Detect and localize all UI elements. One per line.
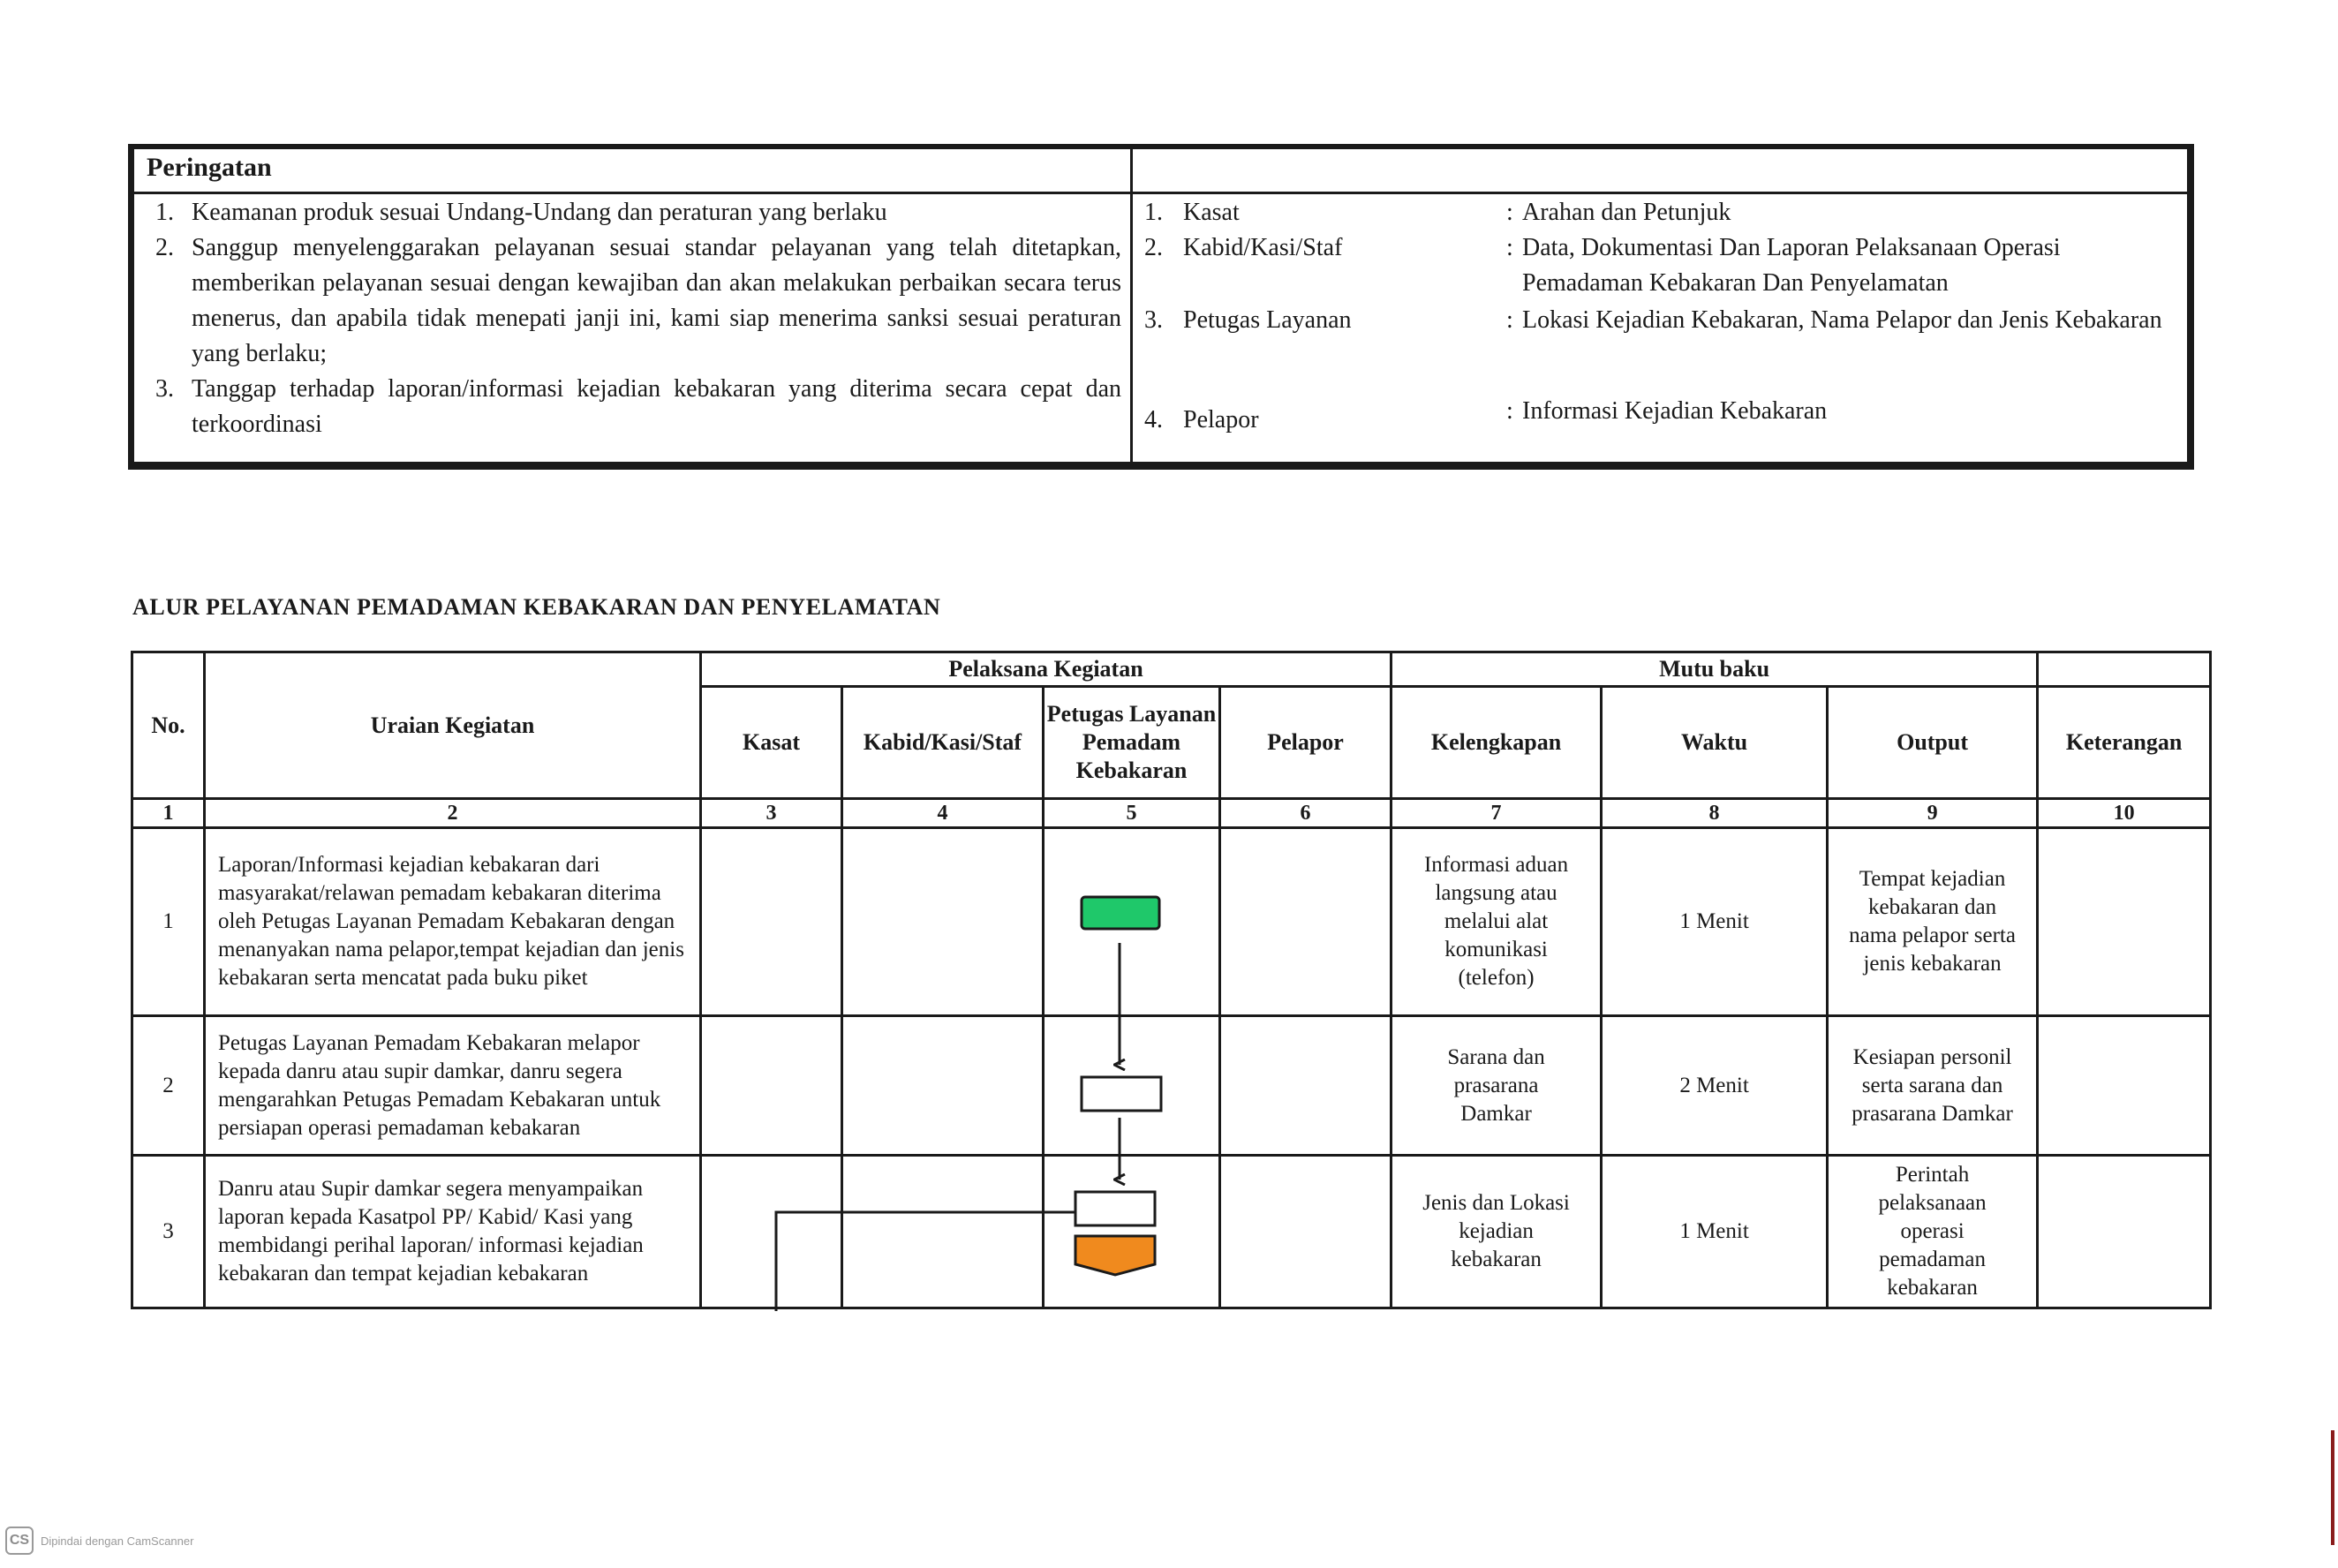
header-kabid: Kabid/Kasi/Staf: [842, 687, 1044, 799]
row-uraian: Danru atau Supir damkar segera menyampaikan laporan kepada Kasatpol PP/ Kabid/ Kasi yang membidangi perihal laporan/ informasi kejadian kebakaran dan tempat kejadian kebakaran: [205, 1156, 701, 1308]
header-output: Output: [1828, 687, 2038, 799]
row-no: 3: [132, 1156, 205, 1308]
row-no: 1: [132, 828, 205, 1016]
row-uraian: Laporan/Informasi kejadian kebakaran dari masyarakat/relawan pemadam kebakaran diterima oleh Petugas Layanan Pemadam Kebakaran dengan menanyakan nama pelapor,tempat kejadian dan jenis kebakaran serta mencatat pada buku piket: [205, 828, 701, 1016]
col-number: 2: [205, 799, 701, 828]
section-title: ALUR PELAYANAN PEMADAMAN KEBAKARAN DAN PENYELAMATAN: [132, 594, 941, 620]
warning-list: [143, 195, 1121, 442]
col-number: 4: [842, 799, 1044, 828]
row-kelengkapan: Informasi aduan langsung atau melalui alat komunikasi (telefon): [1391, 828, 1602, 1016]
row-no: 2: [132, 1016, 205, 1156]
row-output: Kesiapan personil serta sarana dan prasarana Damkar: [1828, 1016, 2038, 1156]
row-uraian: Petugas Layanan Pemadam Kebakaran melapor kepada danru atau supir damkar, danru segera mengarahkan Petugas Pemadam Kebakaran untuk persiapan operasi pemadaman kebakaran: [205, 1016, 701, 1156]
warning-box: Peringatan 1. Keamanan produk sesuai Undang-Undang dan peraturan yang berlaku 2. Sanggup menyelenggarakan pelayanan sesuai standar pelayanan yang telah ditetapkan, memberikan pelayanan sesuai dengan kewajiban dan akan melakukan perbaikan secara terus menerus, dan apabila tidak menepati janji ini, kami siap menerima sanksi sesuai peraturan yang berlaku; 3. Tanggap terhadap laporan/informasi kejadian kebakaran yang diterima secara cepat dan terkoordinasi 1. Kasat : Arahan dan Petunjuk 2. Kabid/Kasi/Staf : Data, Dokumentasi Dan Laporan Pelaksanaan Operasi Pemadaman Kebakaran Dan Penyelamatan 3. Petugas Layanan : Lokasi Kejadian Kebakaran, Nama Pelapor dan Jenis Kebakaran 4. Pelapor : Informasi Kejadian Kebakaran: [128, 144, 2194, 470]
cell-pelapor: [1220, 1156, 1391, 1308]
camscanner-logo-icon: CS: [5, 1527, 34, 1555]
warning-item: 1. Keamanan produk sesuai Undang-Undang dan peraturan yang berlaku: [155, 199, 887, 226]
row-waktu: 1 Menit: [1602, 828, 1828, 1016]
header-waktu: Waktu: [1602, 687, 1828, 799]
col-number: 6: [1220, 799, 1391, 828]
col-number: 7: [1391, 799, 1602, 828]
warning-header-divider: [134, 192, 2187, 194]
warning-column-divider: [1130, 149, 1133, 462]
header-pelaksana: Pelaksana Kegiatan: [701, 652, 1391, 687]
cell-kasat: [701, 1016, 842, 1156]
row-keterangan: [2038, 1156, 2211, 1308]
cell-pelapor: [1220, 828, 1391, 1016]
col-number: 1: [132, 799, 205, 828]
table-row: [132, 1016, 2211, 1156]
cell-pelapor: [1220, 1016, 1391, 1156]
column-number-row: [132, 799, 2211, 828]
cell-kasat: [701, 1156, 842, 1308]
cell-petugas: [1044, 1156, 1220, 1308]
header-keterangan: Keterangan: [2038, 687, 2211, 799]
col-number: 8: [1602, 799, 1828, 828]
warning-title: Peringatan: [147, 153, 272, 182]
row-waktu: 1 Menit: [1602, 1156, 1828, 1308]
header-blank: [2038, 652, 2211, 687]
header-petugas: Petugas Layanan Pemadam Kebakaran: [1044, 687, 1220, 799]
cell-kabid: [842, 828, 1044, 1016]
col-number: 3: [701, 799, 842, 828]
header-row-top: [132, 652, 2211, 687]
table-row: [132, 828, 2211, 1016]
row-output: Tempat kejadian kebakaran dan nama pelapor serta jenis kebakaran: [1828, 828, 2038, 1016]
header-pelapor: Pelapor: [1220, 687, 1391, 799]
row-keterangan: [2038, 828, 2211, 1016]
header-uraian: Uraian Kegiatan: [205, 652, 701, 799]
col-number: 9: [1828, 799, 2038, 828]
service-flow-table: [131, 651, 2212, 1309]
warning-item: 2. Sanggup menyelenggarakan pelayanan sesuai standar pelayanan yang telah ditetapkan, memberikan pelayanan sesuai dengan kewajiban dan akan melakukan perbaikan secara terus menerus, dan apabila tidak menepati janji ini, kami siap menerima sanksi sesuai peraturan yang berlaku;: [155, 234, 1121, 367]
row-waktu: 2 Menit: [1602, 1016, 1828, 1156]
col-number: 5: [1044, 799, 1220, 828]
header-mutu: Mutu baku: [1391, 652, 2038, 687]
warning-item: 3. Tanggap terhadap laporan/informasi kejadian kebakaran yang diterima secara cepat dan terkoordinasi: [155, 375, 1121, 438]
header-kelengkapan: Kelengkapan: [1391, 687, 1602, 799]
scan-edge-mark: [2331, 1430, 2334, 1545]
cell-petugas: [1044, 828, 1220, 1016]
scanner-watermark: [5, 1527, 193, 1555]
table-row: [132, 1156, 2211, 1308]
header-kasat: Kasat: [701, 687, 842, 799]
header-no: No.: [132, 652, 205, 799]
row-kelengkapan: Jenis dan Lokasi kejadian kebakaran: [1391, 1156, 1602, 1308]
cell-kabid: [842, 1156, 1044, 1308]
cell-kasat: [701, 828, 842, 1016]
row-output: Perintah pelaksanaan operasi pemadaman kebakaran: [1828, 1156, 2038, 1308]
cell-kabid: [842, 1016, 1044, 1156]
row-kelengkapan: Sarana dan prasarana Damkar: [1391, 1016, 1602, 1156]
watermark-text: Dipindai dengan CamScanner: [41, 1534, 194, 1548]
cell-petugas: [1044, 1016, 1220, 1156]
row-keterangan: [2038, 1016, 2211, 1156]
col-number: 10: [2038, 799, 2211, 828]
